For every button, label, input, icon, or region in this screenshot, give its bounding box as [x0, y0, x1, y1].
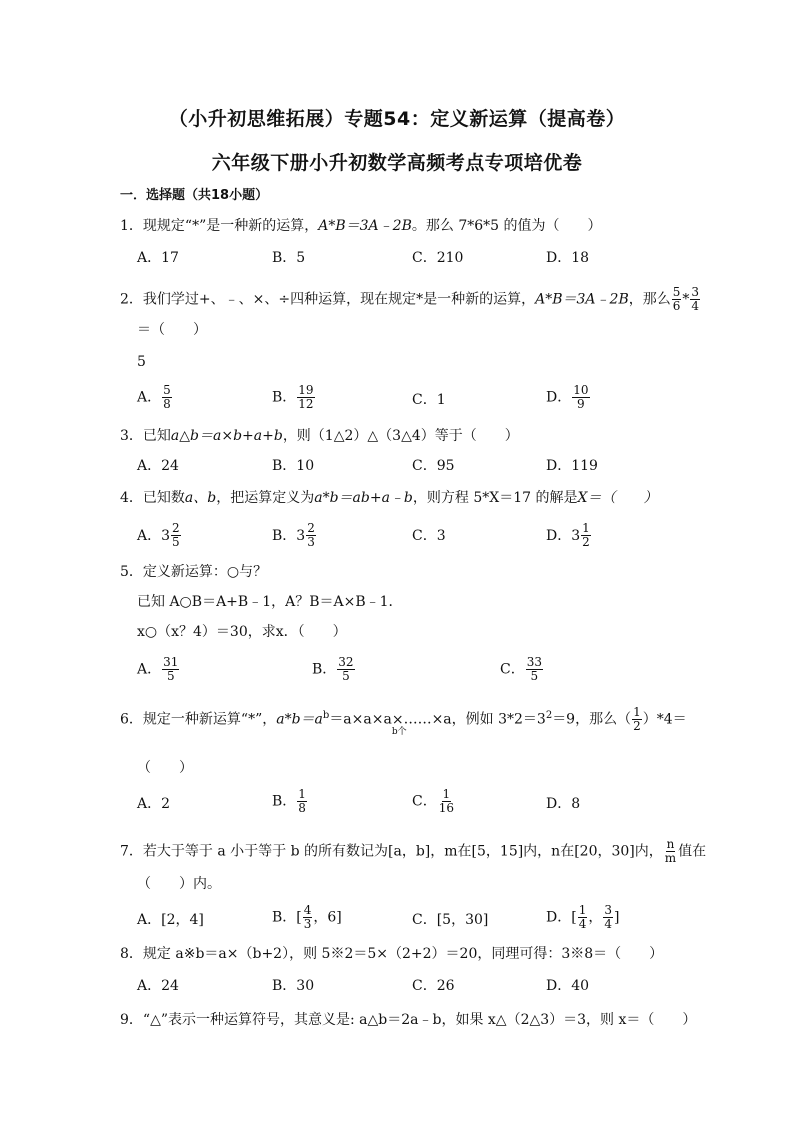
- option-a[interactable]: A．[2，4]: [137, 912, 204, 928]
- option-d[interactable]: D．119: [546, 458, 598, 474]
- option-c[interactable]: C．26: [412, 978, 455, 994]
- question-7: 7．若大于等于 a 小于等于 b 的所有数记为[a，b]，m在[5，15]内，n在[20，30]内， $\frac{n}{m}$ 值在: [120, 837, 707, 865]
- question-2-line3: 5: [137, 354, 146, 370]
- option-b[interactable]: B．30: [272, 978, 315, 994]
- question-number: 4．: [120, 490, 143, 506]
- option-c[interactable]: C．95: [412, 458, 455, 474]
- option-b[interactable]: B．5: [272, 250, 306, 266]
- question-5: 5．定义新运算：○与？: [120, 564, 268, 580]
- question-6-line2: （ ）: [137, 760, 193, 776]
- underbrace: × b个: [391, 711, 407, 737]
- option-a[interactable]: A． $\frac{5}{8}$: [137, 383, 171, 411]
- option-c[interactable]: C． $\frac{1}{16}$: [412, 787, 454, 815]
- fraction: $\frac{3}{4}$: [691, 285, 700, 313]
- option-c[interactable]: C．1: [412, 392, 446, 408]
- option-b[interactable]: B． $\frac{1}{8}$: [272, 787, 306, 815]
- option-c[interactable]: C．3: [412, 528, 446, 544]
- question-number: 7．: [120, 843, 143, 860]
- question-number: 5．: [120, 564, 143, 580]
- option-a[interactable]: A．2: [137, 796, 171, 812]
- question-1: 1．现规定“*”是一种新的运算，A*B＝3A﹣2B。那么 7*6*5 的值为（ ）: [120, 218, 602, 234]
- option-c[interactable]: C． $\frac{33}{5}$: [500, 655, 542, 683]
- option-b[interactable]: B．10: [272, 458, 315, 474]
- option-a[interactable]: A．24: [137, 458, 179, 474]
- document-title: （小升初思维拓展）专题54：定义新运算（提高卷）: [168, 108, 626, 130]
- option-a[interactable]: A．17: [137, 250, 179, 266]
- option-d[interactable]: D．18: [546, 250, 590, 266]
- question-number: 2．: [120, 291, 143, 308]
- question-number: 9．: [120, 1012, 143, 1028]
- question-3: 3．已知a△b＝a×b+a+b，则（1△2）△（3△4）等于（ ）: [120, 428, 519, 444]
- section-heading: 一．选择题（共18小题）: [120, 188, 269, 203]
- option-a[interactable]: A．3 $\frac{2}{5}$: [137, 521, 180, 549]
- option-d[interactable]: D． $\frac{10}{9}$: [546, 383, 589, 411]
- question-4: 4．已知数a、b，把运算定义为a*b＝ab+a﹣b，则方程 5*X＝17 的解是X＝（ ）: [120, 490, 658, 506]
- option-b[interactable]: B． $\frac{32}{5}$: [312, 655, 354, 683]
- question-8: 8．规定 a※b＝a×（b+2），则 5※2＝5×（2+2）＝20，同理可得：3※8＝（ ）: [120, 946, 664, 962]
- option-b[interactable]: B．[ $\frac{4}{3}$ ，6]: [272, 903, 342, 931]
- question-9: 9．“△”表示一种运算符号，其意义是: a△b＝2a﹣b，如果 x△（2△3）＝3，则 x＝（ ）: [120, 1012, 697, 1028]
- document-subtitle: 六年级下册小升初数学高频考点专项培优卷: [211, 152, 583, 174]
- question-2: 2．我们学过+、﹣、×、÷四种运算，现在规定*是一种新的运算，A*B＝3A﹣2B，那么 $\frac{5}{6}$ * $\frac{3}{4}$: [120, 285, 700, 313]
- question-7-line2: （ ）内。: [137, 876, 221, 892]
- question-5-line2: 已知 A○B＝A+B﹣1，A？B＝A×B﹣1．: [137, 594, 403, 610]
- question-number: 1．: [120, 218, 143, 234]
- question-6: 6．规定一种新运算“*”，$a*b=a^b=a\times a\times a\times$ b个 ……×a，例如 $3*2=3^2=9$，那么（ $\frac{1}{2}$ ）*4＝: [120, 705, 687, 737]
- option-b[interactable]: B． $\frac{19}{12}$: [272, 383, 314, 411]
- question-number: 8．: [120, 946, 143, 962]
- fraction: $\frac{5}{6}$: [672, 285, 681, 313]
- option-a[interactable]: A．24: [137, 978, 179, 994]
- option-b[interactable]: B．3 $\frac{2}{3}$: [272, 521, 315, 549]
- question-number: 6．: [120, 711, 143, 728]
- option-c[interactable]: C．[5，30]: [412, 912, 489, 928]
- option-d[interactable]: D．8: [546, 796, 581, 812]
- option-c[interactable]: C．210: [412, 250, 464, 266]
- question-number: 3．: [120, 428, 143, 444]
- question-5-line3: x○（x？4）＝30，求x．（ ）: [137, 624, 347, 640]
- option-a[interactable]: A． $\frac{31}{5}$: [137, 655, 179, 683]
- option-d[interactable]: D．40: [546, 978, 590, 994]
- option-d[interactable]: D．[ $\frac{1}{4}$ ， $\frac{3}{4}$ ]: [546, 903, 620, 931]
- option-d[interactable]: D．3 $\frac{1}{2}$: [546, 521, 590, 549]
- question-2-line2: ＝（ ）: [137, 322, 207, 338]
